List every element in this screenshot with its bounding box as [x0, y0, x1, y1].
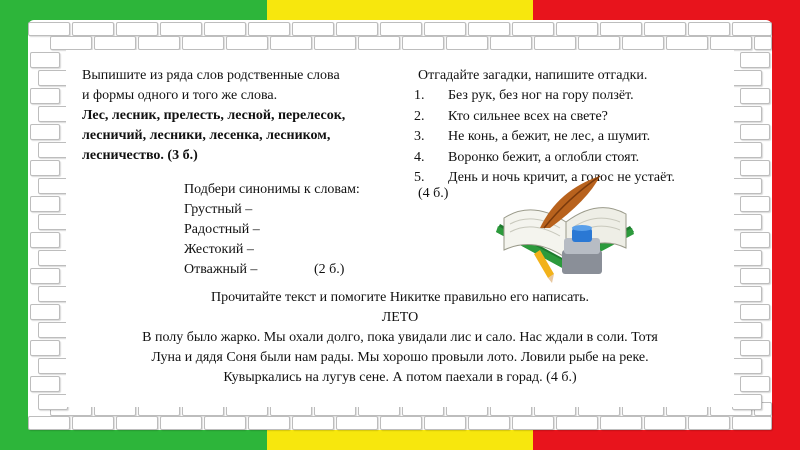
- text-line: Кувыркались на лугув сене. А потом паехали в горад. (4 б.): [223, 370, 577, 385]
- brick: [28, 416, 70, 430]
- riddle-number: 2.: [414, 108, 425, 124]
- text-instruction: Прочитайте текст и помогите Никитке правильно его написать.: [210, 290, 590, 305]
- brick: [556, 22, 598, 36]
- brick: [336, 416, 378, 430]
- brick: [358, 36, 400, 50]
- brick: [402, 36, 444, 50]
- brick: [72, 22, 114, 36]
- brick: [740, 52, 770, 68]
- brick: [160, 416, 202, 430]
- brick: [446, 36, 488, 50]
- brick: [468, 416, 510, 430]
- brick: [732, 142, 762, 158]
- riddle-text: Воронко бежит, а оглобли стоят.: [448, 149, 640, 165]
- riddle-item: [414, 107, 675, 128]
- brick: [270, 36, 312, 50]
- brick: [512, 22, 554, 36]
- brick: [740, 124, 770, 140]
- brick: [204, 416, 246, 430]
- riddles-title: Отгадайте загадки, напишите отгадки.: [418, 68, 648, 83]
- brick: [28, 22, 70, 36]
- brick: [30, 160, 60, 176]
- brick: [226, 36, 268, 50]
- riddle-text: Без рук, без ног на гору ползёт.: [448, 88, 634, 103]
- brick: [710, 36, 752, 50]
- brick: [512, 416, 554, 430]
- brick: [160, 22, 202, 36]
- brick: [688, 416, 730, 430]
- brick: [292, 416, 334, 430]
- brick: [380, 22, 422, 36]
- brick: [740, 232, 770, 248]
- brick: [732, 394, 762, 410]
- riddle-number: 1.: [414, 88, 425, 103]
- riddle-number: 3.: [414, 129, 425, 144]
- brick: [38, 250, 68, 266]
- riddle-text: День и ночь кричит, а голос не устаёт.: [448, 170, 675, 185]
- brick: [578, 36, 620, 50]
- brick: [138, 36, 180, 50]
- brick: [740, 160, 770, 176]
- brick: [732, 250, 762, 266]
- brick: [30, 268, 60, 284]
- synonyms-score: (2 б.): [314, 262, 345, 277]
- brick: [204, 22, 246, 36]
- brick: [94, 36, 136, 50]
- brick: [116, 416, 158, 430]
- task1-line1: Выпишите из ряда слов родственные слова: [82, 68, 340, 83]
- brick: [380, 416, 422, 430]
- task1-words-line2: лесничий, лесники, лесенка, лесником,: [82, 128, 331, 143]
- brick: [732, 214, 762, 230]
- brick: [600, 22, 642, 36]
- brick: [72, 416, 114, 430]
- brick: [732, 106, 762, 122]
- brick: [556, 416, 598, 430]
- brick: [424, 416, 466, 430]
- brick: [732, 178, 762, 194]
- text-heading: ЛЕТО: [381, 310, 419, 325]
- riddle-item: [414, 127, 675, 148]
- brick: [38, 106, 68, 122]
- riddle-number: 5.: [414, 170, 425, 185]
- brick: [30, 196, 60, 212]
- brick: [38, 214, 68, 230]
- brick: [30, 88, 60, 104]
- brick: [622, 36, 664, 50]
- brick: [248, 22, 290, 36]
- brick: [116, 22, 158, 36]
- brick: [468, 22, 510, 36]
- brick: [248, 416, 290, 430]
- brick: [754, 36, 772, 50]
- riddle-item: [414, 86, 675, 107]
- book-quill-inkwell-icon: [488, 170, 638, 285]
- brick: [534, 36, 576, 50]
- synonyms-title: Подбери синонимы к словам:: [184, 182, 360, 197]
- brick: [600, 416, 642, 430]
- brick: [50, 36, 92, 50]
- task1-words-line3: лесничество. (3 б.): [82, 148, 198, 163]
- brick: [38, 178, 68, 194]
- task1-line2: и формы одного и того же слова.: [82, 88, 278, 103]
- brick: [292, 22, 334, 36]
- brick: [38, 142, 68, 158]
- riddle-text: Не конь, а бежит, не лес, а шумит.: [448, 129, 651, 144]
- brick: [314, 36, 356, 50]
- brick: [688, 22, 730, 36]
- brick: [740, 268, 770, 284]
- text-line: В полу было жарко. Мы охали долго, пока увидали лис и сало. Нас ждали в соли. Тотя: [142, 330, 658, 345]
- brick: [644, 22, 686, 36]
- brick: [644, 416, 686, 430]
- riddles-score: (4 б.): [418, 186, 449, 201]
- brick: [30, 124, 60, 140]
- synonym-word: Отважный –: [184, 262, 258, 277]
- brick: [490, 36, 532, 50]
- brick: [732, 70, 762, 86]
- brick: [740, 196, 770, 212]
- riddle-text: Кто сильнее всех на свете?: [448, 108, 608, 124]
- brick: [740, 88, 770, 104]
- task1-words-line1: Лес, лесник, прелесть, лесной, перелесок,: [82, 108, 346, 123]
- brick: [666, 36, 708, 50]
- synonym-word: Радостный –: [184, 222, 260, 237]
- brick: [38, 394, 68, 410]
- brick: [732, 416, 772, 430]
- riddle-item: [414, 148, 675, 169]
- synonym-word: Грустный –: [184, 202, 253, 217]
- brick: [30, 52, 60, 68]
- text-line: Луна и дядя Соня были нам рады. Мы хорошо провыли лото. Ловили рыбе на реке.: [151, 350, 649, 365]
- synonym-word: Жестокий –: [184, 242, 254, 257]
- brick: [30, 232, 60, 248]
- brick: [38, 70, 68, 86]
- riddle-number: 4.: [414, 149, 425, 165]
- brick: [336, 22, 378, 36]
- brick: [424, 22, 466, 36]
- brick: [732, 22, 772, 36]
- brick: [182, 36, 224, 50]
